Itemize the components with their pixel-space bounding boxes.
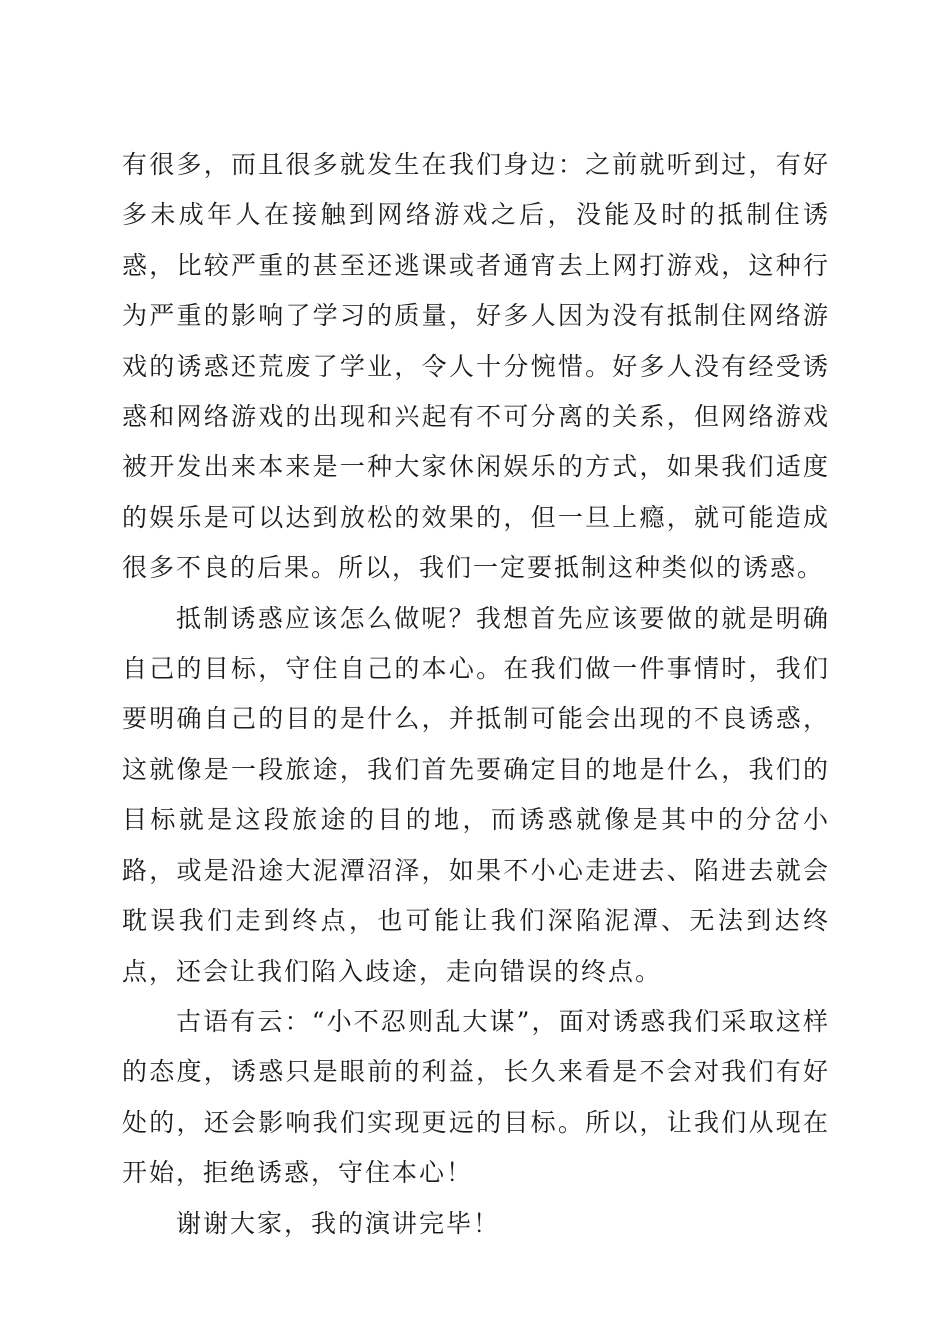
paragraph-resist-temptation: 抵制诱惑应该怎么做呢？我想首先应该要做的就是明确自己的目标，守住自己的本心。在我们做一件事情时，我们要明确自己的目的是什么，并抵制可能会出现的不良诱惑，这就像是一段旅途，我们首先要确定目的地是什么，我们的目标就是这段旅途的目的地，而诱惑就像是其中的分岔小路，或是沿途大泥潭沼泽，如果不小心走进去、陷进去就会耽误我们走到终点，也可能让我们深陷泥潭、无法到达终点，还会让我们陷入歧途，走向错误的终点。	[122, 603, 830, 986]
paragraph-proverb: 古语有云：“小不忍则乱大谋”，面对诱惑我们采取这样的态度，诱惑只是眼前的利益，长久来看是不会对我们有好处的，还会影响我们实现更远的目标。所以，让我们从现在开始，拒绝诱惑，守住本心！	[122, 1006, 830, 1188]
document-body	[122, 140, 830, 1249]
paragraph-closing: 谢谢大家，我的演讲完毕！	[176, 1208, 501, 1238]
paragraph-continuation: 有很多，而且很多就发生在我们身边：之前就听到过，有好多未成年人在接触到网络游戏之后，没能及时的抵制住诱惑，比较严重的甚至还逃课或者通宵去上网打游戏，这种行为严重的影响了学习的质量，好多人因为没有抵制住网络游戏的诱惑还荒废了学业，令人十分惋惜。好多人没有经受诱惑和网络游戏的出现和兴起有不可分离的关系，但网络游戏被开发出来本来是一种大家休闲娱乐的方式，如果我们适度的娱乐是可以达到放松的效果的，但一旦上瘾，就可能造成很多不良的后果。所以，我们一定要抵制这种类似的诱惑。	[122, 150, 830, 583]
